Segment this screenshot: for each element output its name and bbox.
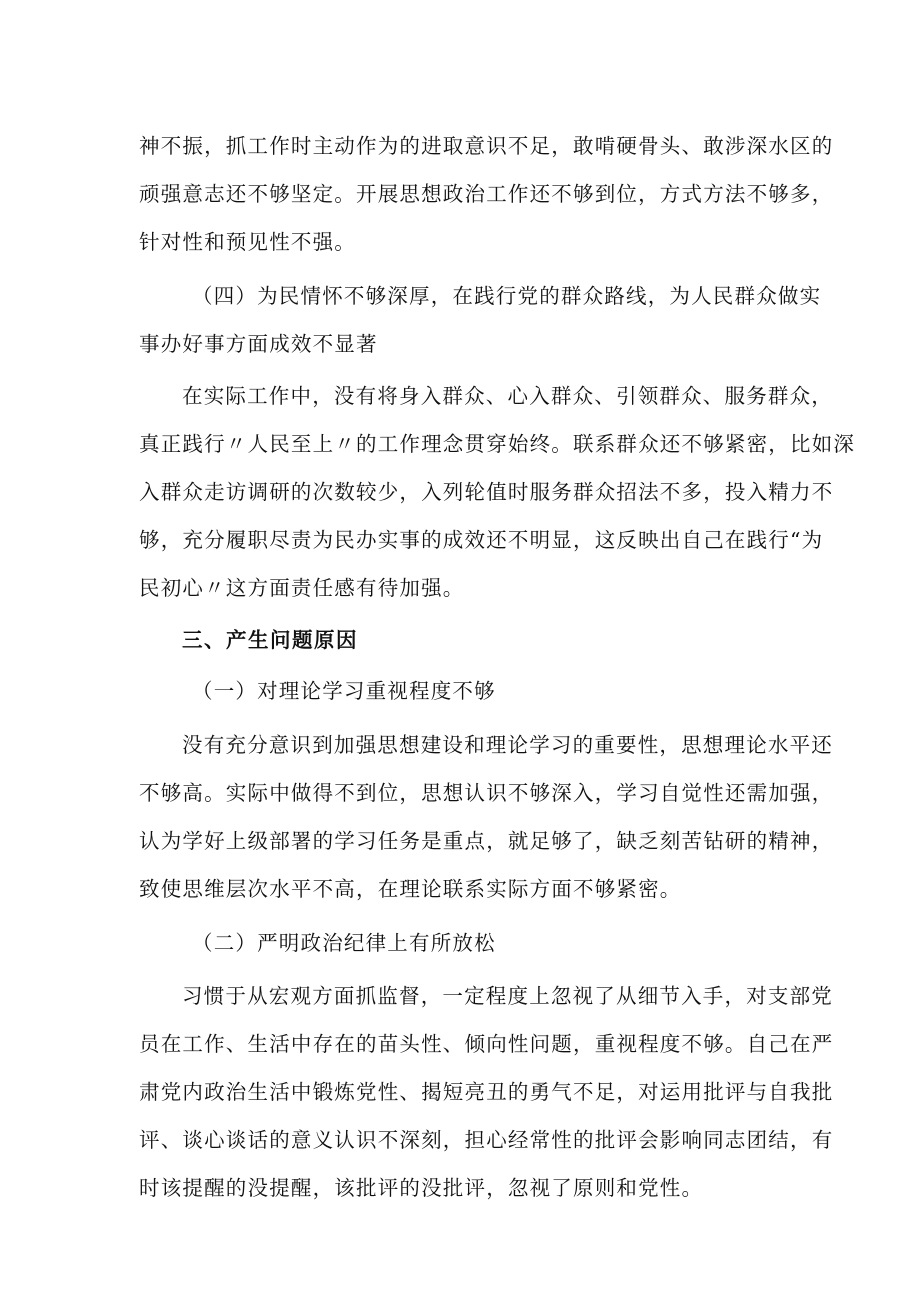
paragraph-line: 致使思维层次水平不高，在理论联系实际方面不够紧密。: [139, 877, 682, 901]
paragraph-line: 没有充分意识到加强思想建设和理论学习的重要性，思想理论水平还: [182, 733, 833, 757]
section-heading-4-cont: 事办好事方面成效不显著: [139, 332, 378, 356]
paragraph-line: 肃党内政治生活中锻炼党性、揭短亮丑的勇气不足，对运用批评与自我批: [139, 1080, 834, 1104]
paragraph-line: 评、谈心谈话的意义认识不深刻，担心经常性的批评会影响同志团结，有: [139, 1128, 834, 1152]
section-heading-4: （四）为民情怀不够深厚，在践行党的群众路线，为人民群众做实: [192, 284, 822, 308]
paragraph-line: 员在工作、生活中存在的苗头性、倾向性问题，重视程度不够。自己在严: [139, 1032, 834, 1056]
section-heading-1: （一）对理论学习重视程度不够: [192, 679, 496, 703]
paragraph-line: 民初心〃这方面责任感有待加强。: [139, 576, 465, 600]
paragraph-line: 顽强意志还不够坚定。开展思想政治工作还不够到位，方式方法不够多，: [139, 182, 834, 206]
paragraph-line: 习惯于从宏观方面抓监督，一定程度上忽视了从细节入手，对支部党: [182, 984, 833, 1008]
paragraph-line: 认为学好上级部署的学习任务是重点，就足够了，缺乏刻苦钻研的精神，: [139, 829, 834, 853]
paragraph-line: 神不振，抓工作时主动作为的进取意识不足，敢啃硬骨头、敢涉深水区的: [139, 134, 834, 158]
paragraph-line: 时该提醒的没提醒，该批评的没批评，忽视了原则和党性。: [139, 1176, 704, 1200]
paragraph-line: 够，充分履职尽责为民办实事的成效还不明显，这反映出自己在践行“为: [139, 528, 824, 552]
paragraph-line: 不够高。实际中做得不到位，思想认识不够深入，学习自觉性还需加强，: [139, 781, 834, 805]
paragraph-line: 真正践行〃人民至上〃的工作理念贯穿始终。联系群众还不够紧密，比如深: [139, 432, 856, 456]
paragraph-line: 针对性和预见性不强。: [139, 230, 356, 254]
section-heading-2: （二）严明政治纪律上有所放松: [192, 931, 496, 955]
chapter-heading: 三、产生问题原因: [182, 628, 358, 652]
paragraph-line: 在实际工作中，没有将身入群众、心入群众、引领群众、服务群众，: [182, 384, 833, 408]
paragraph-line: 入群众走访调研的次数较少，入列轮值时服务群众招法不多，投入精力不: [139, 480, 834, 504]
